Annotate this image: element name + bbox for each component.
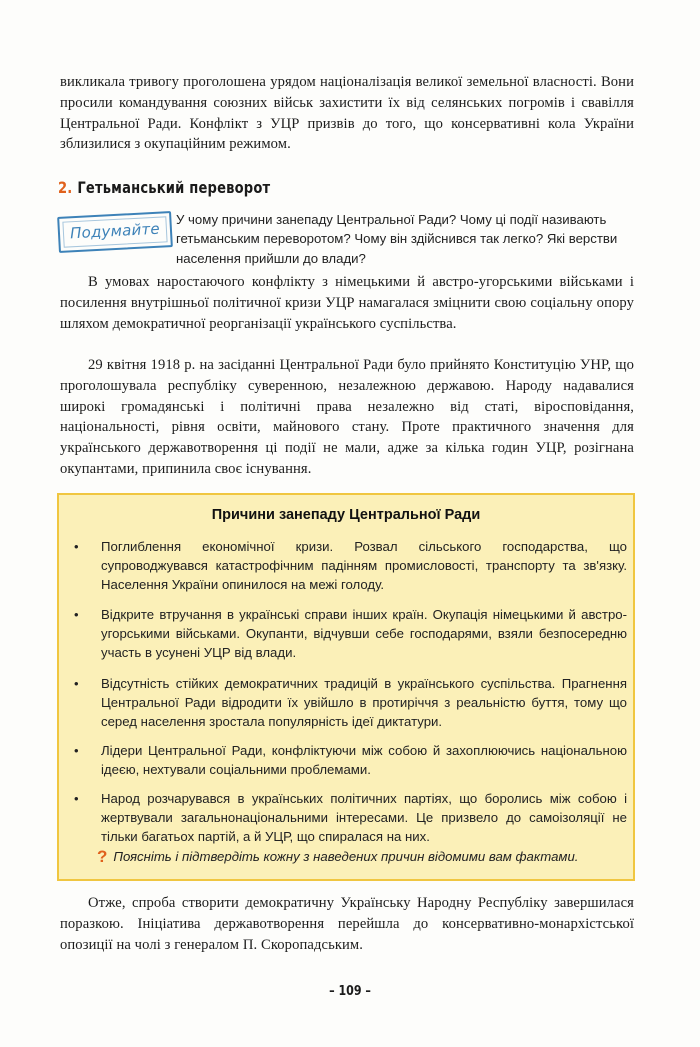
cause-text: Поглиблення економічної кризи. Розвал сільського господарства, що супроводжувався катастрофічним падінням промисловості, транспорту та зв'язку. Населення України опинилося на межі голоду.: [101, 539, 627, 593]
task-text: Поясніть і підтвердіть кожну з наведених причин відомими вам фактами.: [113, 849, 579, 864]
bullet-icon: •: [74, 607, 79, 622]
bullet-icon: •: [74, 743, 79, 758]
section-title: Гетьманський переворот: [77, 178, 271, 197]
section-number: 2.: [58, 178, 73, 197]
causes-box: [57, 493, 635, 881]
think-stamp: Подумайте: [57, 211, 173, 253]
cause-text: Народ розчарувався в українських політичних партіях, що боролись між собою і жертвували загальнонаціональними інтересами. Це призвело до самоізоляції не тільки багатьох партій, а й УЦР, що спиралася на них.: [101, 791, 627, 845]
causes-box-title: Причини занепаду Центральної Ради: [211, 507, 481, 523]
page-number: – 109 –: [329, 984, 371, 999]
intro-paragraph: викликала тривогу проголошена урядом націоналізація великої земельної власності. Вони просили командування союзних військ захистити їх від селянських погромів і свавілля Центральної Ради. Конфлікт з УЦР призвів до того, що консервативні кола України зблизилися з окупаційним режимом.: [60, 74, 634, 153]
cause-text: Відсутність стійких демократичних традицій в українського суспільства. Прагнення Центральної Ради відродити їх увійшло в протиріччя з реальністю буття, тому що серед населення зростала популярність ідеї диктатури.: [101, 676, 627, 730]
think-questions: У чому причини занепаду Центральної Ради? Чому ці події називають гетьманським переворотом? Чому він здійснився так легко? Які верстви населення прийшли до влади?: [176, 212, 618, 266]
paragraph-constitution: 29 квітня 1918 р. на засіданні Центральної Ради було прийнято Конституцію УНР, що проголошувала республіку суверенною, незалежною державою. Народу надавалися широкі громадянські і політичні права незалежно від статі, віросповідання, національності, рівня освіти, майнового стану. Проте практичного значення для українського державотворення ці події не мали, адже за кілька годин УЦР, розігнана окупантами, припинила своє існування.: [60, 357, 634, 477]
section-heading: [58, 178, 270, 197]
task-line: [97, 847, 627, 867]
cause-text: Відкрите втручання в українські справи інших країн. Окупація німецькими й австро-угорськими військами. Окупанти, відчувши себе господарями, взяли безпосередню участь в усунені УЦР від влади.: [101, 607, 627, 661]
bullet-icon: •: [74, 791, 79, 806]
cause-text: Лідери Центральної Ради, конфліктуючи між собою й захоплюючись національною ідеєю, нехтували соціальними проблемами.: [101, 743, 627, 778]
bullet-icon: •: [74, 676, 79, 691]
bullet-icon: •: [74, 539, 79, 554]
conclusion-paragraph: Отже, спроба створити демократичну Українську Народну Республіку завершилася поразкою. Ініціатива державотворення перейшла до консервативно-монархістської опозиції на чолі з генералом П. Скоропадським.: [60, 895, 634, 953]
paragraph-conflict: В умовах наростаючого конфлікту з німецькими й австро-угорськими військами і посилення внутрішньої політичної кризи УЦР намагалася зміцнити свою соціальну опору шляхом демократичної реорганізації українського суспільства.: [60, 274, 634, 332]
question-mark-icon: ?: [97, 847, 108, 866]
